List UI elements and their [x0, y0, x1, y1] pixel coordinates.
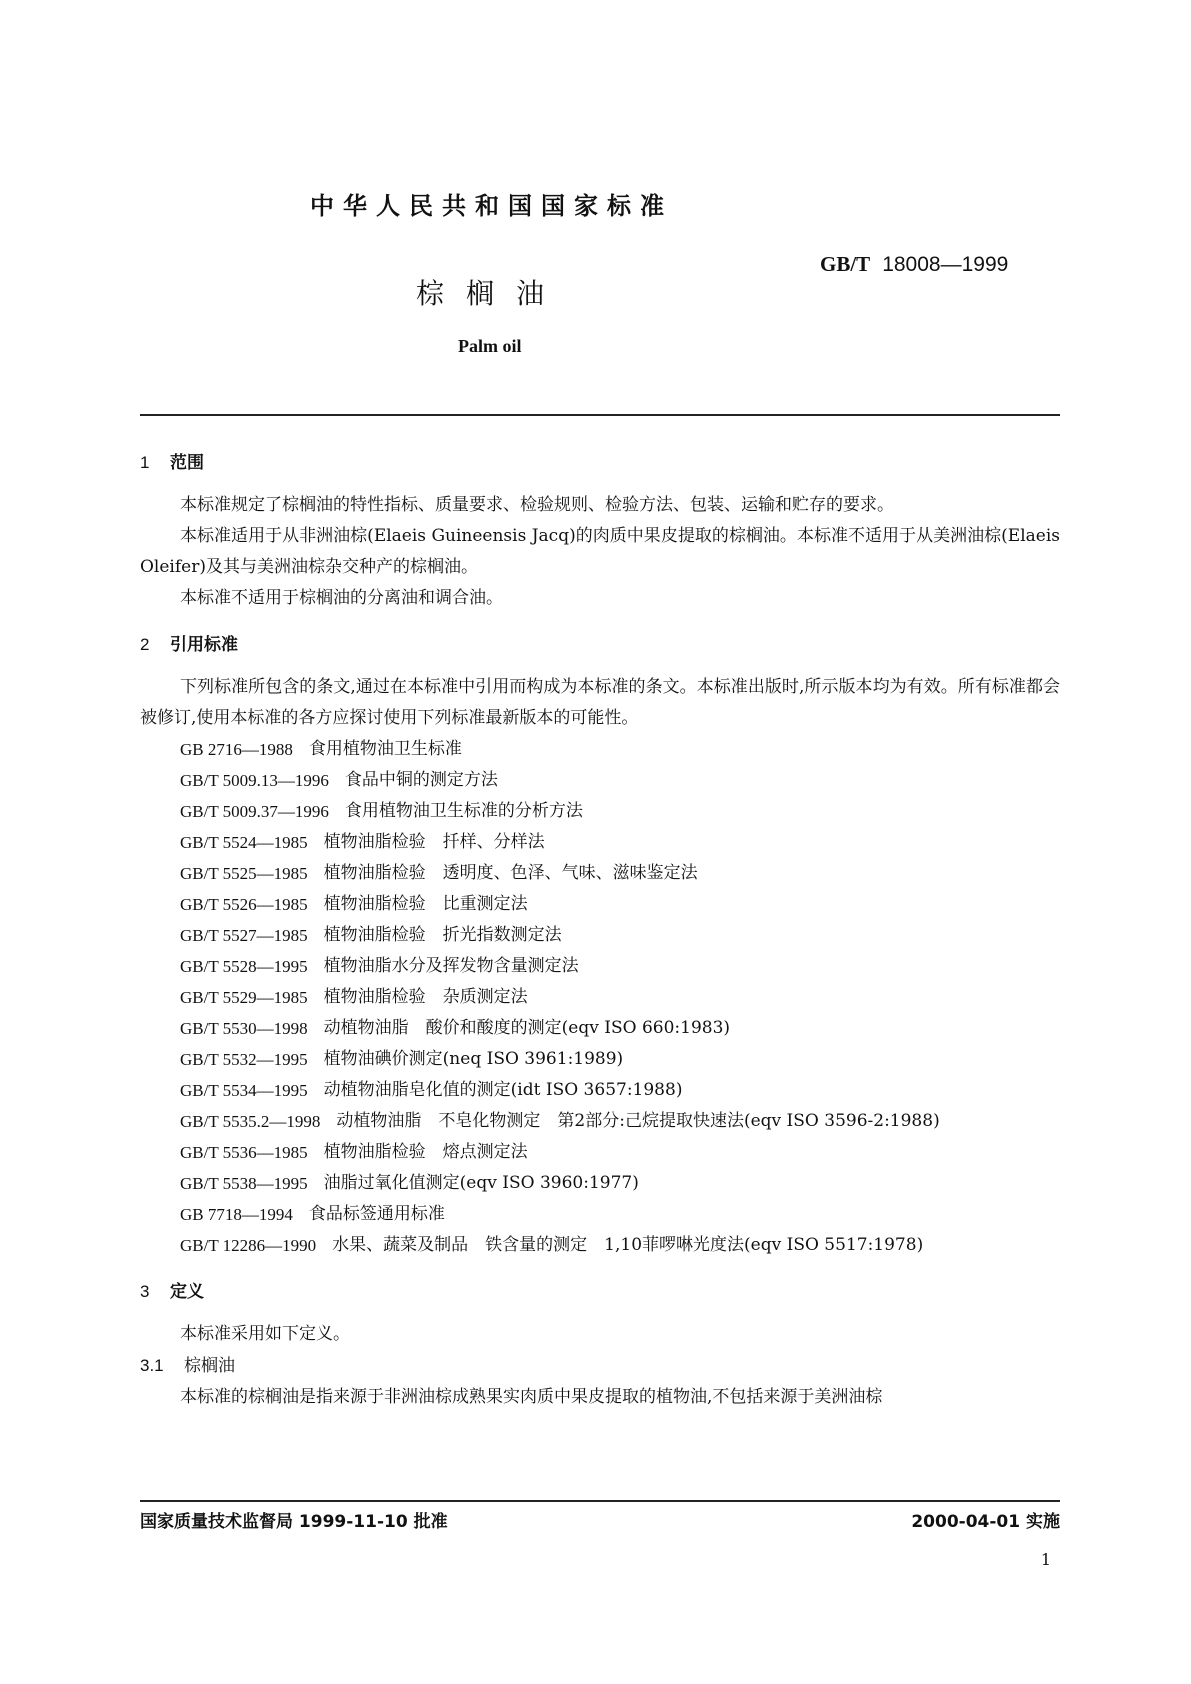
- reference-code: GB/T 12286—1990: [180, 1236, 317, 1255]
- section-heading-scope: [140, 448, 1060, 478]
- reference-code: GB/T 5535.2—1998: [180, 1112, 321, 1131]
- section-title: 引用标准: [170, 635, 238, 655]
- reference-code: GB/T 5526—1985: [180, 895, 308, 914]
- reference-item: [140, 858, 1060, 889]
- page-title-english: Palm oil: [458, 336, 522, 356]
- reference-item: [140, 765, 1060, 796]
- reference-title: 植物油脂检验 比重测定法: [323, 894, 528, 914]
- paragraph: 下列标准所包含的条文,通过在本标准中引用而构成为本标准的条文。本标准出版时,所示版本均为有效。所有标准都会被修订,使用本标准的各方应探讨使用下列标准最新版本的可能性。: [140, 677, 1060, 728]
- reference-title: 油脂过氧化值测定(eqv ISO 3960:1977): [323, 1173, 639, 1193]
- reference-code: GB/T 5527—1985: [180, 926, 308, 945]
- page-title: 棕榈油: [416, 277, 567, 310]
- reference-title: 食用植物油卫生标准的分析方法: [344, 801, 583, 821]
- term-number: 3.1: [140, 1356, 164, 1375]
- paragraph: 本标准不适用于棕榈油的分离油和调合油。: [180, 588, 503, 608]
- reference-title: 植物油脂检验 透明度、色泽、气味、滋味鉴定法: [323, 863, 698, 883]
- reference-code: GB/T 5538—1995: [180, 1174, 308, 1193]
- reference-item: [140, 1199, 1060, 1230]
- paragraph: 本标准规定了棕榈油的特性指标、质量要求、检验规则、检验方法、包装、运输和贮存的要求。: [180, 495, 894, 515]
- section-heading-definitions: [140, 1277, 1060, 1307]
- reference-code: GB/T 5009.37—1996: [180, 802, 329, 821]
- reference-item: [140, 1168, 1060, 1199]
- reference-code: GB 2716—1988: [180, 740, 293, 759]
- reference-item: [140, 982, 1060, 1013]
- reference-title: 动植物油脂 酸价和酸度的测定(eqv ISO 660:1983): [323, 1018, 731, 1038]
- reference-item: [140, 1106, 1060, 1137]
- standard-prefix: GB/T: [820, 252, 871, 276]
- section-number: 1: [140, 453, 150, 472]
- reference-item: [140, 1013, 1060, 1044]
- reference-title: 食用植物油卫生标准: [308, 739, 462, 759]
- reference-item: [140, 920, 1060, 951]
- reference-title: 植物油脂水分及挥发物含量测定法: [323, 956, 579, 976]
- section-number: 3: [140, 1282, 150, 1301]
- implementation-date: 2000-04-01 实施: [911, 1512, 1060, 1532]
- reference-title: 植物油脂检验 杂质测定法: [323, 987, 528, 1007]
- reference-item: [140, 796, 1060, 827]
- reference-title: 植物油脂检验 扦样、分样法: [323, 832, 545, 852]
- reference-code: GB/T 5529—1985: [180, 988, 308, 1007]
- section-title: 范围: [170, 453, 204, 473]
- reference-item: [140, 951, 1060, 982]
- reference-title: 食品标签通用标准: [308, 1204, 445, 1224]
- reference-code: GB/T 5009.13—1996: [180, 771, 329, 790]
- reference-title: 动植物油脂 不皂化物测定 第2部分:己烷提取快速法(eqv ISO 3596-2:1988): [336, 1111, 940, 1131]
- section-heading-references: [140, 630, 1060, 660]
- page-number: 1: [1040, 1550, 1051, 1569]
- header-divider: [140, 414, 1060, 416]
- footer-divider: [140, 1500, 1060, 1502]
- reference-item: [140, 1044, 1060, 1075]
- reference-item: [140, 1230, 1060, 1261]
- reference-title: 植物油脂检验 折光指数测定法: [323, 925, 562, 945]
- reference-code: GB/T 5532—1995: [180, 1050, 308, 1069]
- reference-title: 植物油碘价测定(neq ISO 3961:1989): [323, 1049, 624, 1069]
- term-definition: 本标准的棕榈油是指来源于非洲油棕成熟果实肉质中果皮提取的植物油,不包括来源于美洲油棕: [180, 1387, 883, 1407]
- term-heading: [140, 1350, 1060, 1382]
- reference-item: [140, 734, 1060, 765]
- reference-code: GB/T 5528—1995: [180, 957, 308, 976]
- section-title: 定义: [170, 1282, 204, 1302]
- standard-code: 18008—1999: [882, 253, 1009, 276]
- section-number: 2: [140, 635, 150, 654]
- reference-title: 动植物油脂皂化值的测定(idt ISO 3657:1988): [323, 1080, 683, 1100]
- reference-code: GB/T 5536—1985: [180, 1143, 308, 1162]
- reference-item: [140, 1137, 1060, 1168]
- reference-code: GB/T 5525—1985: [180, 864, 308, 883]
- term-name: 棕榈油: [184, 1356, 235, 1376]
- reference-item: [140, 889, 1060, 920]
- reference-code: GB/T 5534—1995: [180, 1081, 308, 1100]
- reference-title: 水果、蔬菜及制品 铁含量的测定 1,10菲啰啉光度法(eqv ISO 5517:1978): [332, 1235, 924, 1255]
- reference-code: GB/T 5530—1998: [180, 1019, 308, 1038]
- reference-item: [140, 827, 1060, 858]
- reference-code: GB 7718—1994: [180, 1205, 293, 1224]
- national-standard-heading: 中华人民共和国国家标准: [310, 192, 673, 220]
- reference-item: [140, 1075, 1060, 1106]
- document-body: [140, 448, 1060, 1413]
- reference-title: 食品中铜的测定方法: [344, 770, 498, 790]
- standard-number: [820, 252, 1008, 277]
- reference-code: GB/T 5524—1985: [180, 833, 308, 852]
- paragraph: 本标准适用于从非洲油棕(Elaeis Guineensis Jacq)的肉质中果皮提取的棕榈油。本标准不适用于从美洲油棕(Elaeis Oleifer)及其与美洲油棕杂交种产的棕榈油。: [140, 526, 1060, 577]
- approval-date: 国家质量技术监督局 1999-11-10 批准: [140, 1512, 448, 1532]
- reference-title: 植物油脂检验 熔点测定法: [323, 1142, 528, 1162]
- paragraph: 本标准采用如下定义。: [180, 1324, 350, 1344]
